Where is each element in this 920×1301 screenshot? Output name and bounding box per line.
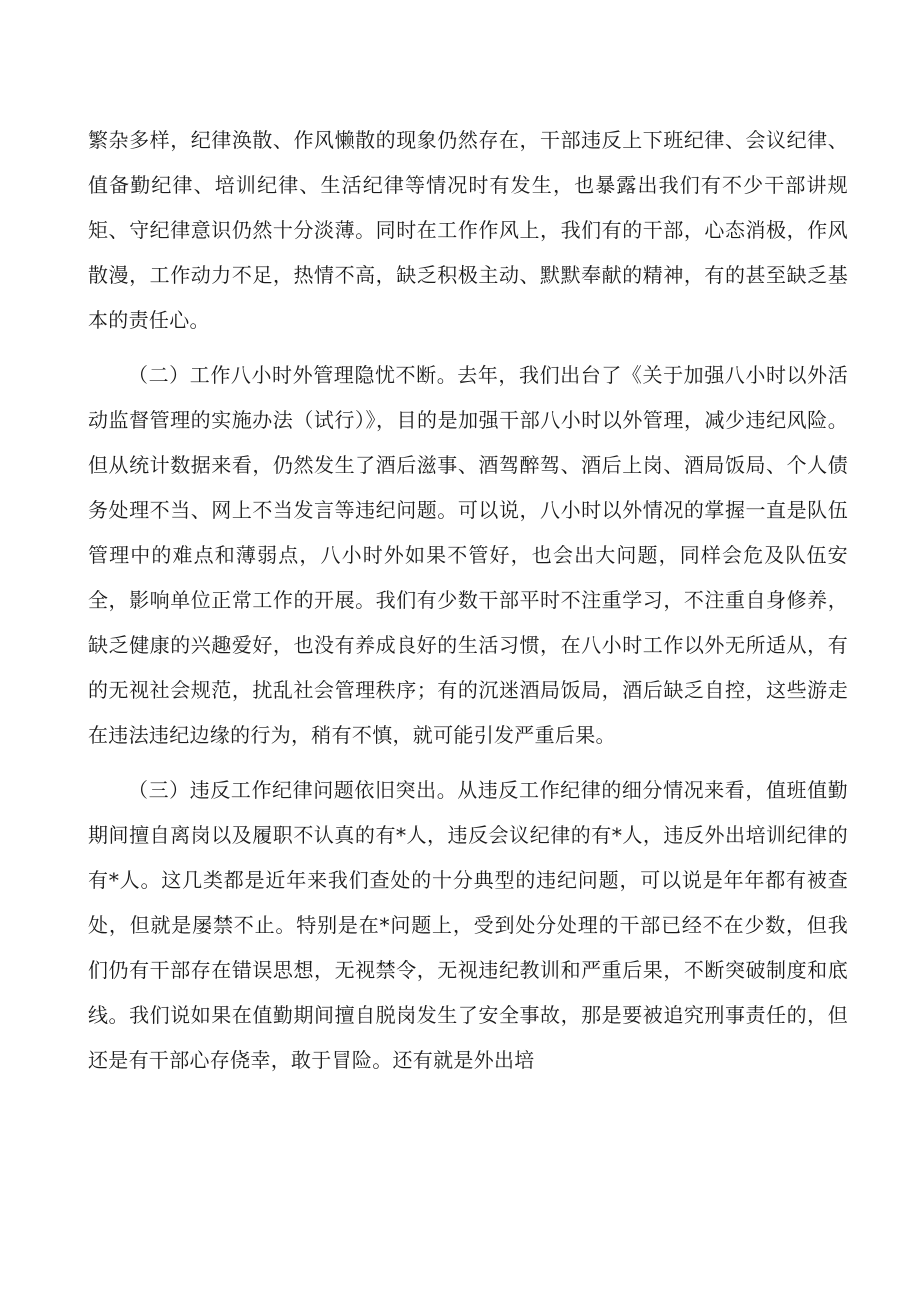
paragraph-2: （二）工作八小时外管理隐忧不断。去年，我们出台了《关于加强八小时以外活动监督管理的实施办法（试行）》，目的是加强干部八小时以外管理，减少违纪风险。但从统计数据来看，仍然发生了酒后滋事、酒驾醉驾、酒后上岗、酒局饭局、个人债务处理不当、网上不当发言等违纪问题。可以说，八小时以外情况的掌握一直是队伍管理中的难点和薄弱点，八小时外如果不管好，也会出大问题，同样会危及队伍安全，影响单位正常工作的开展。我们有少数干部平时不注重学习，不注重自身修养，缺乏健康的兴趣爱好，也没有养成良好的生活习惯，在八小时工作以外无所适从，有的无视社会规范，扰乱社会管理秩序；有的沉迷酒局饭局，酒后缺乏自控，这些游走在违法违纪边缘的行为，稍有不慎，就可能引发严重后果。 — [88, 363, 848, 747]
paragraph-3: （三）违反工作纪律问题依旧突出。从违反工作纪律的细分情况来看，值班值勤期间擅自离岗以及履职不认真的有*人，违反会议纪律的有*人，违反外出培训纪律的有*人。这几类都是近年来我们查处的十分典型的违纪问题，可以说是年年都有被查处，但就是屡禁不止。特别是在*问题上，受到处分处理的干部已经不在少数，但我们仍有干部存在错误思想，无视禁令，无视违纪教训和严重后果，不断突破制度和底线。我们说如果在值勤期间擅自脱岗发生了安全事故，那是要被追究刑事责任的，但还是有干部心存侥幸，敢于冒险。还有就是外出培 — [88, 778, 848, 1072]
document-body — [88, 118, 848, 1083]
paragraph-1: 繁杂多样，纪律涣散、作风懒散的现象仍然存在，干部违反上下班纪律、会议纪律、值备勤纪律、培训纪律、生活纪律等情况时有发生，也暴露出我们有不少干部讲规矩、守纪律意识仍然十分淡薄。同时在工作作风上，我们有的干部，心态消极，作风散漫，工作动力不足，热情不高，缺乏积极主动、默默奉献的精神，有的甚至缺乏基本的责任心。 — [88, 128, 848, 332]
